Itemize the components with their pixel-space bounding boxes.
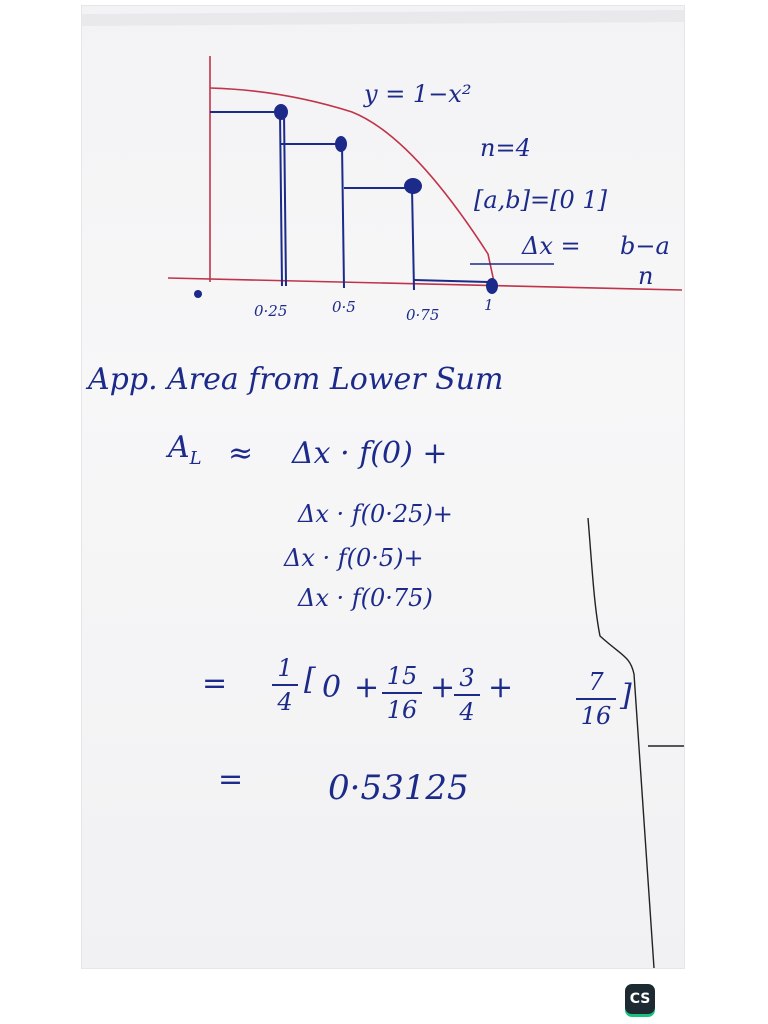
factor-fraction: 1 4 [272, 654, 298, 716]
plus-sign: + [430, 670, 456, 705]
graph-drawing [82, 6, 684, 968]
approx-sign: ≈ [228, 436, 254, 471]
plus-sign: + [488, 670, 514, 705]
sum-line-3: Δx · f(0·5)+ [284, 544, 424, 572]
tick-label: 0·5 [332, 298, 356, 316]
tick-label: 0·75 [406, 306, 440, 324]
delta-numerator: b−a [620, 232, 670, 260]
tick-label: 0·25 [254, 302, 288, 320]
term-0: 0 [322, 670, 342, 705]
sum-line-2: Δx · f(0·25)+ [298, 500, 453, 528]
equals-sign: = [202, 666, 228, 701]
sum-line-4: Δx · f(0·75) [298, 584, 433, 612]
close-bracket: ] [620, 678, 632, 713]
term-3-fraction: 7 16 [576, 668, 616, 730]
scanned-page [82, 6, 684, 968]
lower-sum-rectangles [210, 112, 488, 290]
delta-denominator: n [638, 262, 654, 290]
page-fold [82, 10, 684, 26]
bracket-line [588, 518, 654, 968]
heading: App. Area from Lower Sum [88, 362, 504, 397]
final-value: 0·53125 [328, 768, 469, 808]
equals-sign: = [218, 762, 244, 797]
camscanner-badge: CS [625, 984, 655, 1014]
sum-line-1: Δx · f(0) + [292, 436, 448, 471]
equation-label: y = 1−x² [364, 80, 472, 108]
n-label: n=4 [480, 134, 531, 162]
open-bracket: [ [304, 662, 316, 697]
curve [210, 88, 494, 282]
tick-label: 1 [484, 296, 494, 314]
term-2-fraction: 3 4 [454, 664, 480, 726]
area-symbol: $A_L$ [168, 430, 202, 469]
interval-label: [a,b]=[0 1] [474, 186, 608, 214]
plus-sign: + [354, 670, 380, 705]
term-1-fraction: 15 16 [382, 662, 422, 724]
curve-points [194, 104, 498, 298]
delta-x-label: Δx = [522, 232, 581, 260]
